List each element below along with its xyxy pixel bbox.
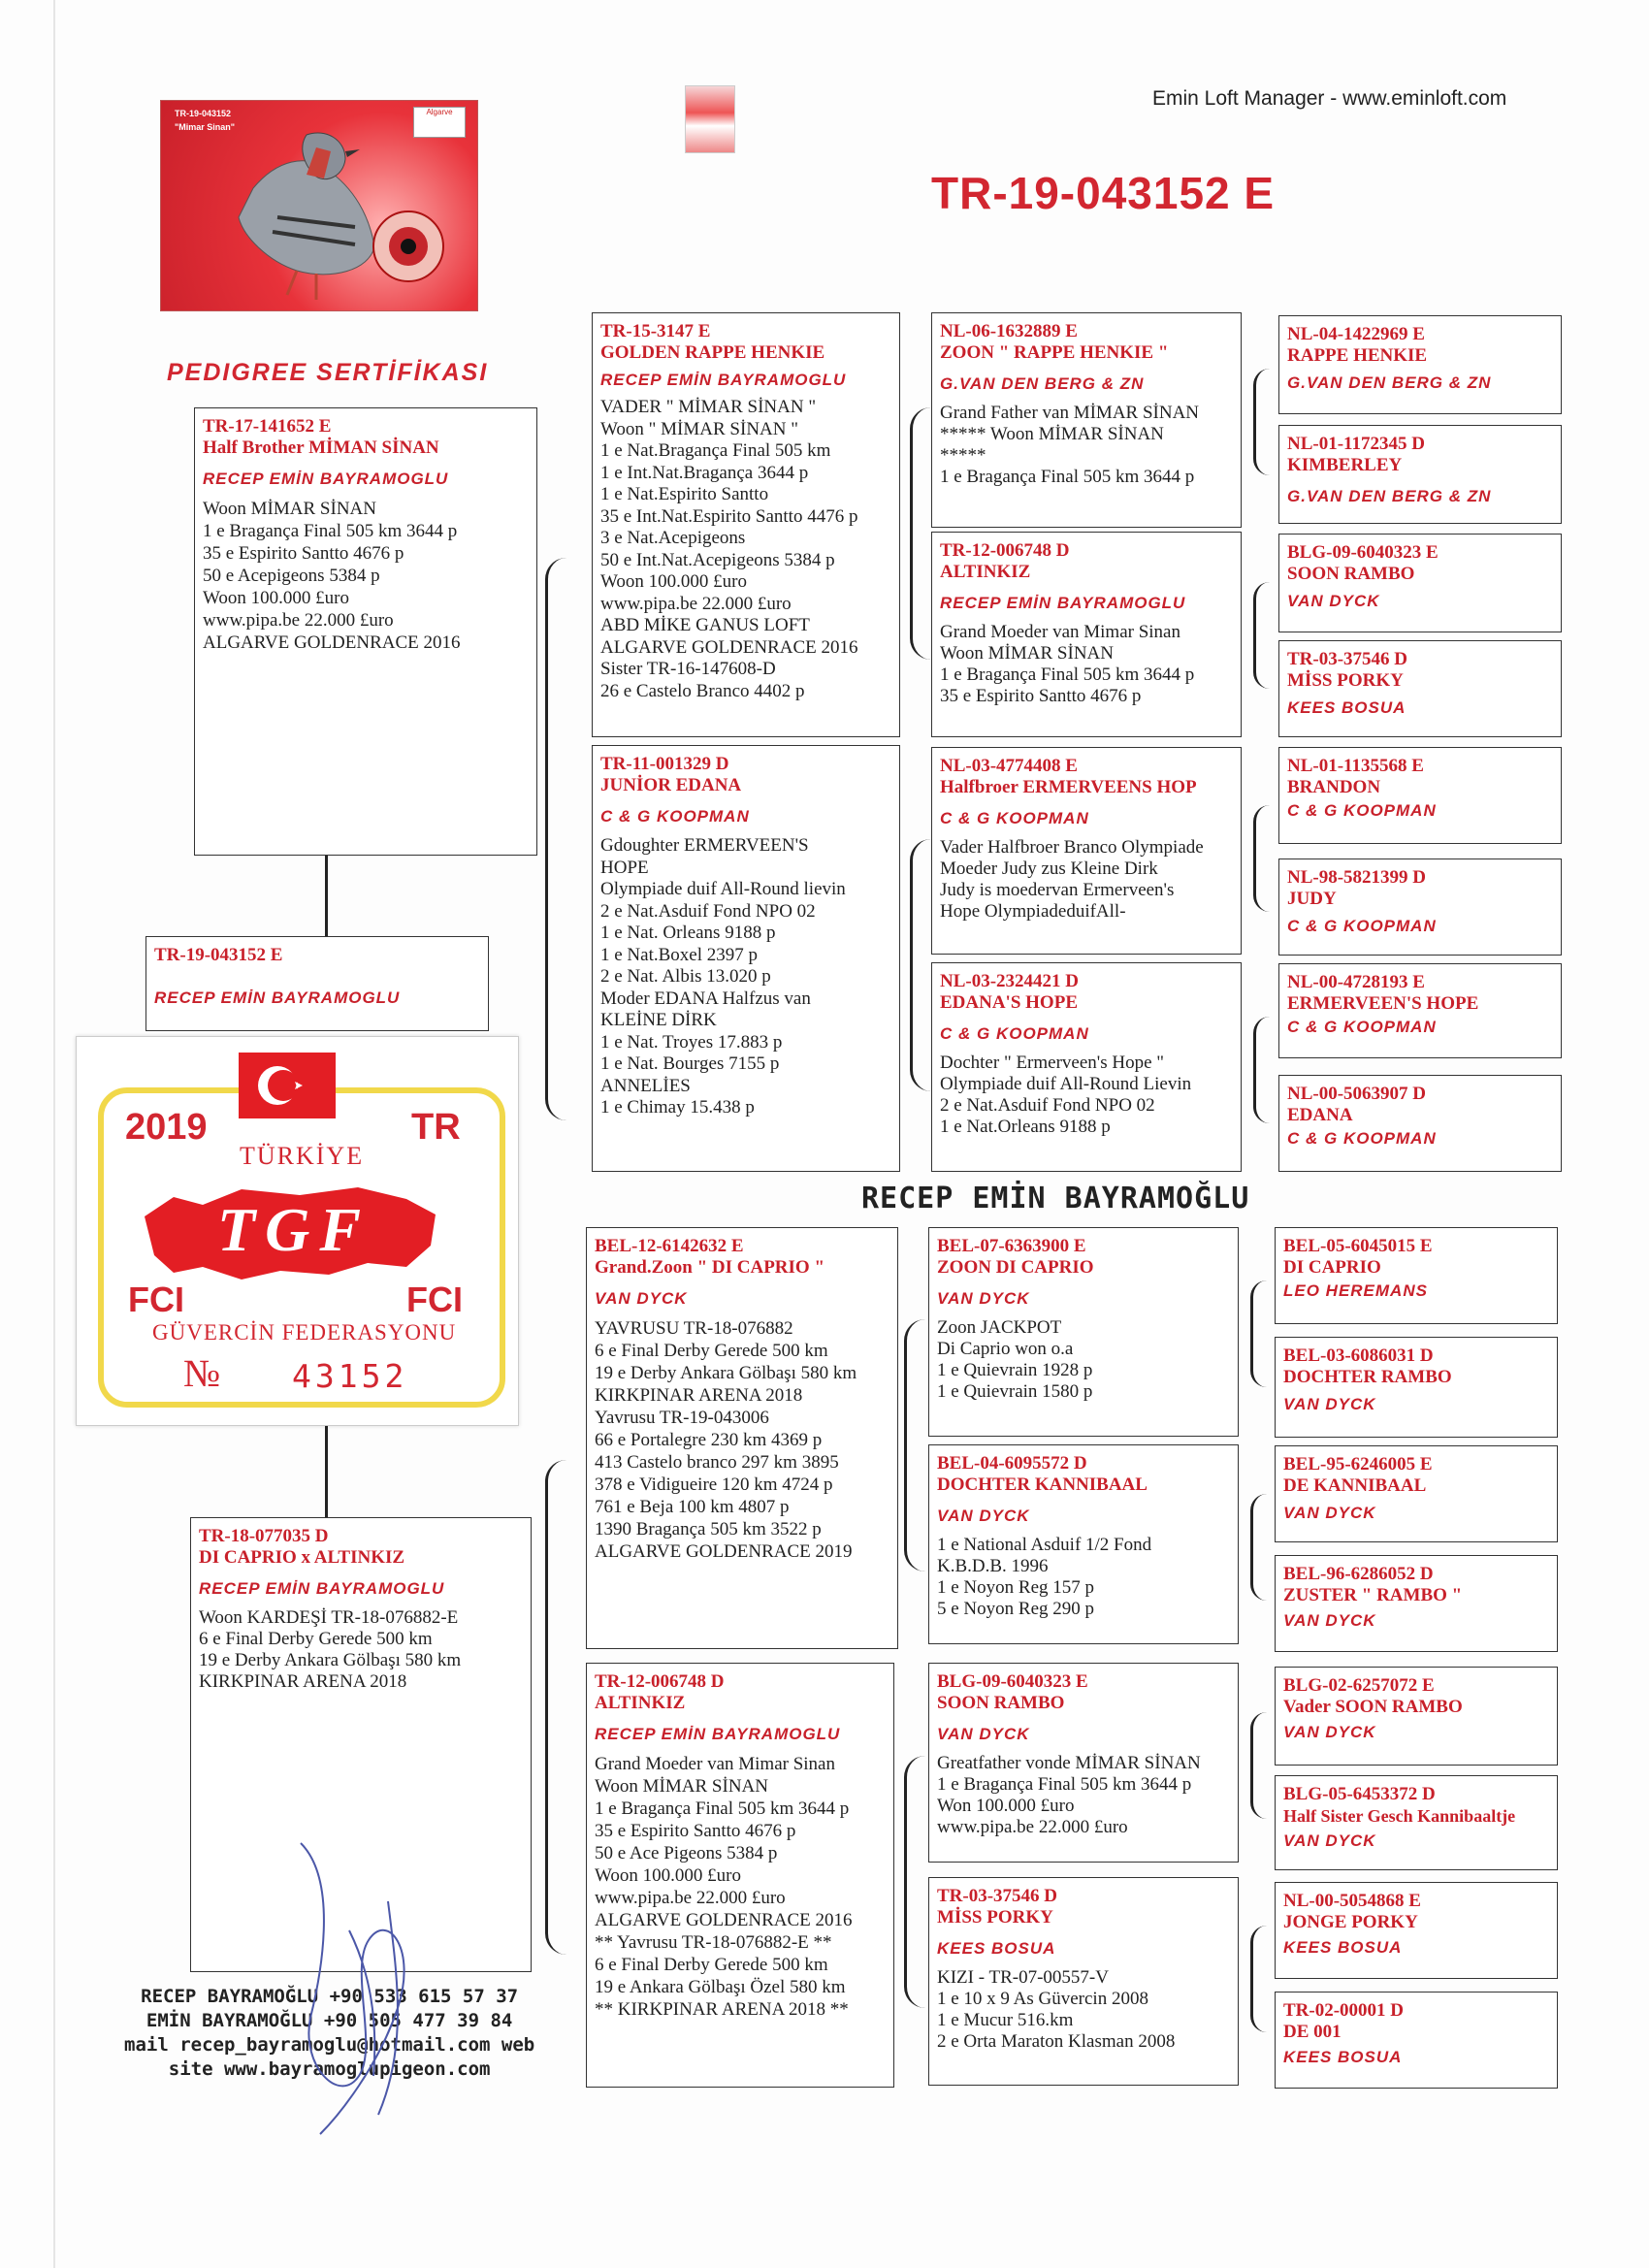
gen3-name: Halfbroer ERMERVEENS HOP [940, 777, 1197, 797]
gen2-ring: TR-12-006748 D [595, 1671, 725, 1692]
card-country-code: TR [411, 1107, 461, 1148]
fci-left: FCI [128, 1280, 184, 1319]
gen4-breeder: KEES BOSUA [1283, 2048, 1403, 2066]
note-line: 19 e Ankara Gölbaşı Özel 580 km [595, 1977, 846, 1997]
tgf-logo: TGF [217, 1195, 371, 1264]
note-line: KIZI - TR-07-00557-V [937, 1967, 1109, 1988]
gen3-ring: BEL-04-6095572 D [937, 1453, 1087, 1474]
subject-breeder: RECEP EMİN BAYRAMOGLU [154, 988, 401, 1007]
flag-emblem [239, 1053, 336, 1118]
gen3-notes [940, 1053, 1235, 1138]
note-line: 6 e Final Derby Gerede 500 km [595, 1341, 828, 1361]
gen2-notes [600, 835, 893, 1119]
gen3-box [928, 1663, 1239, 1863]
gen4-name: JONGE PORKY [1283, 1912, 1418, 1932]
connector-line [325, 1424, 328, 1517]
gen4-breeder: KEES BOSUA [1283, 1938, 1403, 1957]
gen4-name: DI CAPRIO [1283, 1257, 1381, 1278]
gen4-name: Vader SOON RAMBO [1283, 1697, 1463, 1717]
gen4-box [1275, 1775, 1558, 1870]
gen4-breeder: C & G KOOPMAN [1287, 801, 1437, 820]
dam-breeder: RECEP EMİN BAYRAMOGLU [199, 1579, 445, 1598]
note-line: Zoon JACKPOT [937, 1317, 1062, 1338]
gen2-name: Grand.Zoon " DI CAPRIO " [595, 1257, 824, 1278]
gen4-ring: BEL-03-6086031 D [1283, 1345, 1434, 1366]
gen4-breeder: C & G KOOPMAN [1287, 1129, 1437, 1148]
gen4-box [1278, 747, 1562, 844]
note-line: 1390 Bragança 505 km 3522 p [595, 1519, 822, 1539]
gen4-breeder: VAN DYCK [1283, 1723, 1376, 1741]
note-line: 2 e Nat.Asduif Fond NPO 02 [940, 1095, 1155, 1116]
sire-name: Half Brother MİMAN SİNAN [203, 437, 439, 458]
note-line: Olympiade duif All-Round Lievin [940, 1074, 1192, 1094]
gen4-box [1278, 1075, 1562, 1172]
card-country: TÜRKİYE [240, 1142, 365, 1170]
sire-breeder: RECEP EMİN BAYRAMOGLU [203, 470, 449, 488]
pigeon-photo [160, 100, 478, 311]
note-line: 761 e Beja 100 km 4807 p [595, 1497, 790, 1517]
bracket-line [1250, 1280, 1267, 1387]
dam-notes [199, 1607, 525, 1693]
note-line: www.pipa.be 22.000 £uro [937, 1817, 1128, 1837]
note-line: Judy is moedervan Ermerveen's [940, 880, 1175, 900]
gen4-box [1278, 425, 1562, 524]
gen4-box [1275, 1337, 1558, 1438]
note-line: 1 e Int.Nat.Bragança 3644 p [600, 462, 809, 483]
gen4-name: ERMERVEEN'S HOPE [1287, 993, 1479, 1014]
note-line: 1 e National Asduif 1/2 Fond [937, 1535, 1152, 1555]
gen3-breeder: KEES BOSUA [937, 1939, 1056, 1958]
gen3-name: EDANA'S HOPE [940, 992, 1078, 1013]
note-line: 413 Castelo branco 297 km 3895 [595, 1452, 839, 1473]
sire-notes [203, 498, 531, 654]
gen3-notes [940, 622, 1235, 707]
sire-box [194, 407, 537, 856]
note-line: 1 e Bragança Final 505 km 3644 p [937, 1774, 1192, 1795]
gen4-name: DE KANNIBAAL [1283, 1475, 1427, 1496]
gen3-breeder: VAN DYCK [937, 1289, 1030, 1308]
note-line: ALGARVE GOLDENRACE 2016 [595, 1910, 853, 1930]
note-line: ** Yavrusu TR-18-076882-E ** [595, 1932, 832, 1953]
gen2-ring: TR-11-001329 D [600, 754, 729, 774]
gen4-ring: NL-00-5054868 E [1283, 1891, 1421, 1911]
note-line: 26 e Castelo Branco 4402 p [600, 680, 805, 701]
photo-ring-tag: TR-19-043152 [175, 109, 232, 118]
gen2-breeder: VAN DYCK [595, 1289, 688, 1308]
gen3-ring: NL-03-2324421 D [940, 971, 1080, 991]
gen4-breeder: C & G KOOPMAN [1287, 917, 1437, 935]
gen4-breeder: VAN DYCK [1283, 1611, 1376, 1630]
bracket-line [545, 558, 569, 1120]
note-line: Woon MİMAR SİNAN [940, 643, 1114, 664]
gen3-notes [937, 1317, 1232, 1403]
note-line: 50 e Ace Pigeons 5384 p [595, 1843, 778, 1863]
note-line: Hope OlympiadeduifAll- [940, 901, 1126, 922]
note-line: 3 e Nat.Acepigeons [600, 528, 746, 548]
gen4-ring: BLG-09-6040323 E [1287, 542, 1439, 563]
gen4-name: BRANDON [1287, 777, 1381, 797]
gen2-breeder: RECEP EMİN BAYRAMOGLU [595, 1725, 841, 1743]
subject-ring: TR-19-043152 E [154, 945, 283, 965]
gen4-name: Half Sister Gesch Kannibaaltje [1283, 1806, 1516, 1826]
bracket-line [1253, 582, 1270, 689]
gen4-breeder: VAN DYCK [1283, 1831, 1376, 1850]
note-line: 5 e Noyon Reg 290 p [937, 1599, 1095, 1619]
gen2-notes [595, 1317, 891, 1563]
note-line: Olympiade duif All-Round lievin [600, 879, 846, 899]
note-line: ABD MİKE GANUS LOFT [600, 615, 810, 635]
note-line: 1 e Nat.Bragança Final 505 km [600, 440, 831, 461]
note-line: Woon " MİMAR SİNAN " [600, 418, 798, 439]
note-line: 2 e Orta Maraton Klasman 2008 [937, 2031, 1176, 2052]
note-line: 1 e Chimay 15.438 p [600, 1097, 755, 1118]
gen3-breeder: G.VAN DEN BERG & ZN [940, 374, 1145, 393]
note-line: Grand Moeder van Mimar Sinan [940, 622, 1180, 642]
gen2-name: ALTINKIZ [595, 1693, 686, 1713]
note-line: 6 e Final Derby Gerede 500 km [595, 1955, 828, 1975]
gen4-name: JUDY [1287, 889, 1337, 909]
note-line: Woon 100.000 £uro [600, 571, 747, 592]
gen3-name: DOCHTER KANNIBAAL [937, 1474, 1148, 1495]
gen2-name: JUNİOR EDANA [600, 775, 742, 795]
gen3-notes [940, 837, 1235, 923]
gen3-box [928, 1227, 1239, 1437]
gen3-ring: NL-03-4774408 E [940, 756, 1078, 776]
gen3-name: ALTINKIZ [940, 562, 1031, 582]
gen3-breeder: VAN DYCK [937, 1725, 1030, 1743]
gen3-box [928, 1444, 1239, 1644]
note-line: 1 e Bragança Final 505 km 3644 p [940, 664, 1195, 685]
gen4-name: DOCHTER RAMBO [1283, 1367, 1452, 1387]
note-line: Di Caprio won o.a [937, 1339, 1074, 1359]
breeder-center-title: RECEP EMİN BAYRAMOĞLU [861, 1182, 1250, 1215]
gen4-box [1275, 1445, 1558, 1542]
note-line: 50 e Int.Nat.Acepigeons 5384 p [600, 549, 835, 570]
note-line: KLEİNE DİRK [600, 1010, 717, 1030]
note-line: Woon 100.000 £uro [595, 1865, 741, 1886]
note-line: 1 e Quievrain 1928 p [937, 1360, 1093, 1380]
gen2-box [592, 312, 900, 737]
gen4-box [1275, 1227, 1558, 1324]
ring-title: TR-19-043152 E [931, 168, 1276, 218]
note-line: Yavrusu TR-19-043006 [595, 1408, 769, 1428]
note-line: 35 e Espirito Santto 4676 p [595, 1821, 796, 1841]
note-line: 35 e Espirito Santto 4676 p [203, 543, 404, 564]
note-line: Dochter " Ermerveen's Hope " [940, 1053, 1165, 1073]
note-line: 50 e Acepigeons 5384 p [203, 566, 380, 586]
note-line: Moder EDANA Halfzus van [600, 988, 811, 1009]
note-line: 1 e Nat. Bourges 7155 p [600, 1053, 780, 1074]
note-line: 1 e Nat. Orleans 9188 p [600, 923, 776, 943]
note-line: Won 100.000 £uro [937, 1796, 1075, 1816]
note-line: 1 e Mucur 516.km [937, 2010, 1074, 2030]
connector-line [325, 856, 328, 936]
gen4-ring: BLG-02-6257072 E [1283, 1675, 1435, 1696]
gen4-box [1278, 859, 1562, 956]
note-line: 1 e Nat.Espirito Santto [600, 484, 769, 504]
note-line: 6 e Final Derby Gerede 500 km [199, 1629, 433, 1649]
gen3-name: MİSS PORKY [937, 1907, 1053, 1928]
note-line: Gdoughter ERMERVEEN'S [600, 835, 809, 856]
subject-box [146, 936, 489, 1031]
note-line: www.pipa.be 22.000 £uro [203, 610, 394, 631]
note-line: Woon MİMAR SİNAN [203, 499, 376, 519]
gen4-ring: NL-00-5063907 D [1287, 1084, 1427, 1104]
gen2-ring: TR-15-3147 E [600, 321, 711, 341]
gen3-box [931, 747, 1242, 955]
bracket-line [1253, 369, 1270, 475]
bracket-line [904, 1319, 928, 1571]
gen4-box [1275, 1882, 1558, 1979]
note-line: YAVRUSU TR-18-076882 [595, 1318, 793, 1339]
note-line: Greatfather vonde MİMAR SİNAN [937, 1753, 1201, 1773]
note-line: ALGARVE GOLDENRACE 2016 [203, 632, 461, 653]
thumbnail-image [685, 85, 735, 153]
gen4-box [1278, 963, 1562, 1058]
bracket-line [1250, 1712, 1267, 1819]
gen4-name: SOON RAMBO [1287, 564, 1415, 584]
gen4-ring: BEL-96-6286052 D [1283, 1564, 1434, 1584]
gen3-notes [937, 1535, 1232, 1620]
algarve-badge: Algarve [413, 107, 466, 138]
gen2-notes [595, 1753, 888, 2021]
certificate-title: PEDIGREE SERTİFİKASI [167, 359, 489, 386]
gen4-name: EDANA [1287, 1105, 1353, 1125]
gen4-ring: TR-03-37546 D [1287, 649, 1408, 669]
gen4-breeder: G.VAN DEN BERG & ZN [1287, 487, 1492, 505]
gen4-ring: NL-98-5821399 D [1287, 867, 1427, 888]
gen3-ring: BLG-09-6040323 E [937, 1671, 1088, 1692]
gen3-box [928, 1877, 1239, 2086]
note-line: 19 e Derby Ankara Gölbaşı 580 km [199, 1650, 462, 1670]
note-line: Moeder Judy zus Kleine Dirk [940, 859, 1158, 879]
gen2-box [586, 1227, 898, 1649]
photo-name-tag: "Mimar Sinan" [175, 122, 236, 132]
card-year: 2019 [125, 1107, 208, 1148]
gen3-box [931, 532, 1242, 737]
note-line: ALGARVE GOLDENRACE 2019 [595, 1541, 853, 1562]
bracket-line [1253, 805, 1270, 912]
gen4-box [1275, 1667, 1558, 1766]
page-edge [53, 0, 55, 2268]
signature-icon [281, 1824, 446, 2154]
dam-ring: TR-18-077035 D [199, 1526, 329, 1546]
note-line: ** KIRKPINAR ARENA 2018 ** [595, 1999, 849, 2020]
bracket-line [1250, 1494, 1267, 1601]
gen2-breeder: RECEP EMİN BAYRAMOGLU [600, 371, 847, 389]
dam-name: DI CAPRIO x ALTINKIZ [199, 1547, 405, 1568]
gen4-breeder: VAN DYCK [1283, 1504, 1376, 1522]
note-line: 1 e Quievrain 1580 p [937, 1381, 1093, 1402]
number-sign: № [183, 1351, 221, 1395]
note-line: Grand Father van MİMAR SİNAN [940, 403, 1200, 423]
note-line: 1 e Bragança Final 505 km 3644 p [940, 467, 1195, 487]
bracket-line [1253, 1017, 1270, 1123]
gen3-notes [937, 1753, 1232, 1838]
bracket-line [904, 1756, 928, 2008]
note-line: K.B.D.B. 1996 [937, 1556, 1049, 1576]
gen4-breeder: LEO HEREMANS [1283, 1281, 1428, 1300]
bracket-line [1250, 1926, 1267, 2032]
gen2-box [592, 745, 900, 1172]
note-line: 378 e Vidigueire 120 km 4724 p [595, 1474, 833, 1495]
note-line: www.pipa.be 22.000 £uro [600, 593, 792, 614]
contact-line: RECEP BAYRAMOĞLU +90 533 615 57 37 [141, 1986, 519, 2007]
note-line: Vader Halfbroer Branco Olympiade [940, 837, 1204, 858]
note-line: Woon MİMAR SİNAN [595, 1776, 768, 1797]
gen4-ring: BEL-05-6045015 E [1283, 1236, 1433, 1256]
note-line: 2 e Nat.Asduif Fond NPO 02 [600, 900, 816, 922]
gen4-breeder: VAN DYCK [1283, 1395, 1376, 1413]
contact-line: site www.bayramoglupigeon.com [168, 2058, 491, 2080]
gen3-ring: BEL-07-6363900 E [937, 1236, 1086, 1256]
contact-line: mail recep_bayramoglu@hotmail.com web [124, 2034, 535, 2056]
note-line: 1 e Nat.Orleans 9188 p [940, 1117, 1111, 1137]
contact-line: EMİN BAYRAMOĞLU +90 505 477 39 84 [146, 2010, 513, 2031]
gen4-ring: NL-00-4728193 E [1287, 972, 1425, 992]
site-header: Emin Loft Manager - www.eminloft.com [1152, 87, 1507, 110]
card-federation: GÜVERCİN FEDERASYONU [152, 1320, 457, 1345]
gen3-breeder: RECEP EMİN BAYRAMOGLU [940, 594, 1186, 612]
note-line: HOPE [600, 857, 649, 878]
gen4-ring: NL-01-1135568 E [1287, 756, 1424, 776]
turkish-flag-icon [239, 1053, 336, 1118]
note-line: 19 e Derby Ankara Gölbaşı 580 km [595, 1363, 857, 1383]
gen4-box [1278, 315, 1562, 414]
gen2-notes [600, 397, 893, 702]
gen3-breeder: C & G KOOPMAN [940, 1024, 1089, 1043]
note-line: 1 e Nat. Troyes 17.883 p [600, 1031, 783, 1053]
note-line: VADER " MİMAR SİNAN " [600, 397, 817, 417]
gen3-name: ZOON " RAPPE HENKIE " [940, 342, 1169, 363]
gen3-ring: NL-06-1632889 E [940, 321, 1078, 341]
gen2-box [586, 1663, 894, 2088]
note-line: 66 e Portalegre 230 km 4369 p [595, 1430, 823, 1450]
gen3-breeder: C & G KOOPMAN [940, 809, 1089, 827]
gen3-name: ZOON DI CAPRIO [937, 1257, 1094, 1278]
note-line: Grand Moeder van Mimar Sinan [595, 1754, 835, 1774]
gen3-box [931, 962, 1242, 1172]
gen4-ring: TR-02-00001 D [1283, 2000, 1405, 2021]
gen4-name: ZUSTER " RAMBO " [1283, 1585, 1463, 1605]
gen4-breeder: G.VAN DEN BERG & ZN [1287, 373, 1492, 392]
note-line: ANNELİES [600, 1075, 691, 1096]
gen4-name: KIMBERLEY [1287, 455, 1403, 475]
gen2-name: GOLDEN RAPPE HENKIE [600, 342, 825, 363]
note-line: Woon KARDEŞİ TR-18-076882-E [199, 1607, 459, 1628]
gen4-box [1275, 1992, 1558, 2089]
gen4-ring: NL-04-1422969 E [1287, 324, 1425, 344]
note-line: Woon 100.000 £uro [203, 588, 349, 608]
gen4-ring: NL-01-1172345 D [1287, 434, 1425, 454]
note-line: Sister TR-16-147608-D [600, 659, 776, 679]
bracket-line [545, 1460, 569, 1955]
note-line: ALGARVE GOLDENRACE 2016 [600, 636, 858, 658]
note-line: 1 e Bragança Final 505 km 3644 p [595, 1798, 850, 1819]
gen3-name: SOON RAMBO [937, 1693, 1065, 1713]
gen4-breeder: KEES BOSUA [1287, 698, 1406, 717]
gen4-ring: BLG-05-6453372 D [1283, 1784, 1436, 1804]
federation-card [76, 1036, 519, 1426]
gen4-box [1278, 640, 1562, 737]
pigeon-illustration [161, 101, 477, 310]
note-line: 2 e Nat. Albis 13.020 p [600, 966, 771, 987]
note-line: KIRKPINAR ARENA 2018 [595, 1385, 803, 1406]
gen4-breeder: VAN DYCK [1287, 592, 1380, 610]
gen4-name: DE 001 [1283, 2022, 1342, 2042]
note-line: KIRKPINAR ARENA 2018 [199, 1671, 407, 1692]
note-line: ***** Woon MİMAR SİNAN [940, 424, 1164, 444]
gen4-box [1278, 534, 1562, 632]
gen3-ring: TR-03-37546 D [937, 1886, 1058, 1906]
fci-right: FCI [406, 1280, 463, 1319]
sire-ring: TR-17-141652 E [203, 416, 332, 437]
gen4-ring: BEL-95-6246005 E [1283, 1454, 1433, 1474]
gen2-breeder: C & G KOOPMAN [600, 807, 750, 826]
gen3-box [931, 312, 1242, 528]
gen2-ring: BEL-12-6142632 E [595, 1236, 744, 1256]
note-line: 35 e Int.Nat.Espirito Santto 4476 p [600, 505, 858, 527]
note-line: ***** [940, 445, 986, 466]
gen4-name: MİSS PORKY [1287, 670, 1404, 691]
gen4-box [1275, 1555, 1558, 1652]
note-line: www.pipa.be 22.000 £uro [595, 1888, 786, 1908]
gen4-name: RAPPE HENKIE [1287, 345, 1428, 366]
note-line: 1 e Noyon Reg 157 p [937, 1577, 1095, 1598]
note-line: 1 e 10 x 9 As Güvercin 2008 [937, 1989, 1148, 2009]
gen3-notes [940, 403, 1235, 488]
gen3-notes [937, 1967, 1232, 2053]
card-number: 43152 [292, 1357, 408, 1395]
note-line: 1 e Nat.Boxel 2397 p [600, 944, 759, 965]
gen3-breeder: VAN DYCK [937, 1507, 1030, 1525]
note-line: 1 e Bragança Final 505 km 3644 p [203, 521, 458, 541]
gen3-ring: TR-12-006748 D [940, 540, 1070, 561]
gen4-breeder: C & G KOOPMAN [1287, 1018, 1437, 1036]
note-line: 35 e Espirito Santto 4676 p [940, 686, 1142, 706]
